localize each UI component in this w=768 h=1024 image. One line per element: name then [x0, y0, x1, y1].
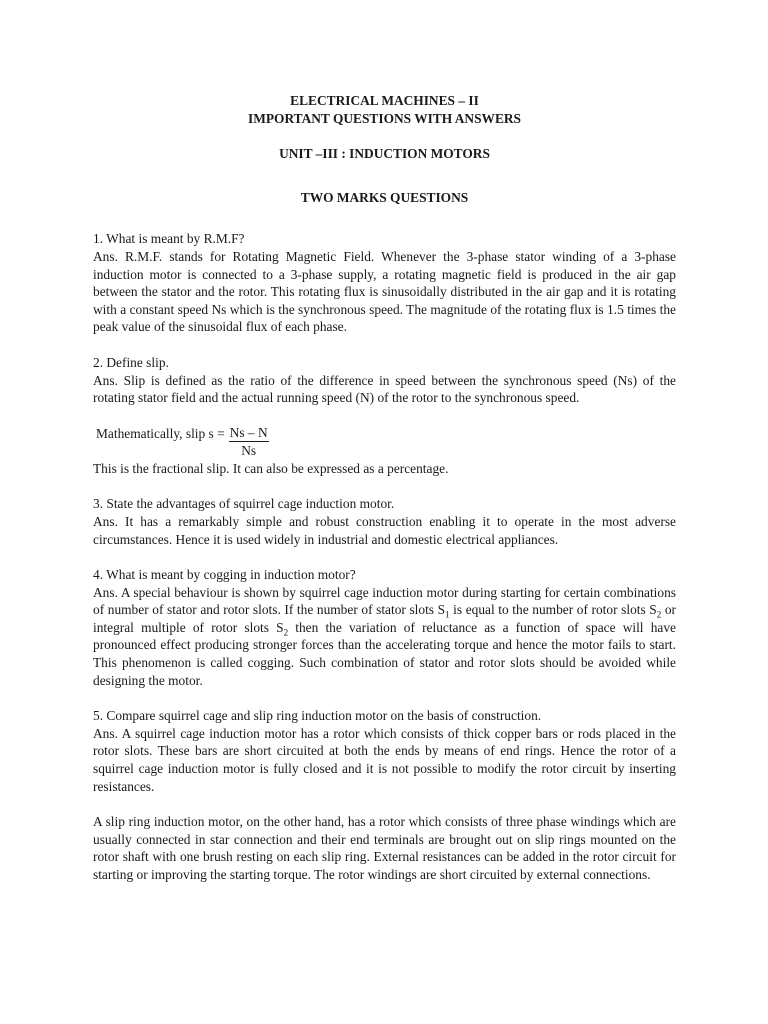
subscript: 1	[445, 609, 450, 620]
question-1	[93, 230, 676, 336]
fraction-denominator: Ns	[241, 442, 257, 458]
answer-text: Ans. Slip is defined as the ratio of the difference in speed between the synchronous speed (Ns) of the rotating stator field and the actual running speed (N) of the rotor to the synchronous speed.	[93, 372, 676, 406]
answer-part: then the variation of reluctance as a function of space will have pronounced effect producing stronger forces than the accelerating torque and hence the motor fails to start. This phenomenon is called cogging. Such combination of stator and rotor slots should be avoided while designing the motor.	[93, 619, 676, 688]
answer-part: is equal to the number of rotor slots S	[449, 602, 657, 618]
slip-formula	[93, 425, 676, 460]
subscript: 2	[283, 627, 289, 638]
answer-text: Ans. A squirrel cage induction motor has a rotor which consists of thick copper bars or rods placed in the rotor slots. These bars are short circuited at both the ends by means of end rings. Hence the rotor of a squirrel cage induction motor is fully closed and it is not possible to modify the rotor circuit by inserting resistances.	[93, 725, 676, 794]
question-text: 2. Define slip.	[93, 354, 169, 370]
question-text: 5. Compare squirrel cage and slip ring induction motor on the basis of construction.	[93, 708, 542, 724]
question-4	[93, 566, 676, 689]
unit-heading: UNIT –III : INDUCTION MOTORS	[279, 146, 490, 162]
document-subtitle: IMPORTANT QUESTIONS WITH ANSWERS	[248, 110, 521, 126]
questions-list	[93, 230, 676, 883]
document-content	[93, 92, 676, 884]
subscript: 2	[656, 609, 662, 620]
formula-note: This is the fractional slip. It can also be expressed as a percentage.	[93, 460, 449, 476]
question-5	[93, 707, 676, 883]
fraction	[229, 425, 269, 460]
formula-prefix: Mathematically, slip s =	[96, 425, 225, 441]
answer-text: Ans. It has a remarkably simple and robust construction enabling it to operate in the most adverse circumstances. Hence it is used widely in industrial and domestic electrical appliances.	[93, 513, 676, 547]
document-title: ELECTRICAL MACHINES – II	[290, 93, 479, 108]
section-heading: TWO MARKS QUESTIONS	[300, 189, 469, 205]
answer-part: or integral multiple of rotor slots S	[93, 602, 677, 635]
question-text: 4. What is meant by cogging in induction motor?	[93, 567, 356, 583]
fraction-numerator: Ns – N	[229, 424, 268, 440]
answer-text: Ans. R.M.F. stands for Rotating Magnetic Field. Whenever the 3-phase stator winding of a 3-phase induction motor is connected to a 3-phase supply, a rotating magnetic field is produced in the air gap between the stator and the rotor. This rotating flux is sinusoidally distributed in the air gap and it is rotating with a constant speed Ns which is the synchronous speed. The magnitude of the rotating flux is 1.5 times the peak value of the sinusoidal flux of each phase.	[93, 248, 676, 335]
answer-part: Ans. A special behaviour is shown by squirrel cage induction motor during starting for certain combinations of number of stator and rotor slots. If the number of stator slots S	[93, 584, 676, 618]
question-text: 1. What is meant by R.M.F?	[93, 231, 245, 247]
question-text: 3. State the advantages of squirrel cage induction motor.	[93, 496, 395, 512]
answer-text	[93, 584, 676, 690]
question-3	[93, 495, 676, 548]
answer-text-2: A slip ring induction motor, on the other hand, has a rotor which consists of three phase windings which are usually connected in star connection and their end terminals are brought out on slip rings mounted on the rotor shaft with one brush resting on each slip ring. External resistances can be added in the rotor circuit for starting or improving the starting torque. The rotor windings are short circuited by external connections.	[93, 814, 676, 882]
question-2	[93, 354, 676, 477]
